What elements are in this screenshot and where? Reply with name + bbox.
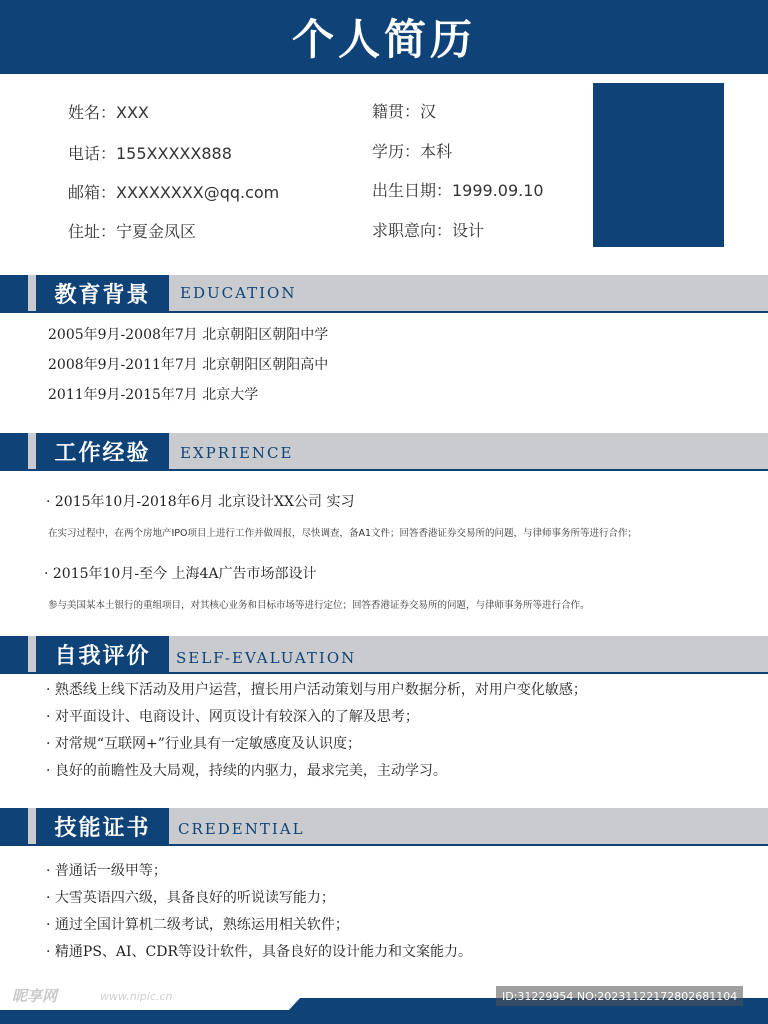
education-item: 2005年9月-2008年7月 北京朝阳区朝阳中学 bbox=[48, 327, 329, 343]
self-eval-item: · 良好的前瞻性及大局观，持续的内驱力，最求完美，主动学习。 bbox=[46, 763, 447, 779]
info-phone: 电话：155XXXXX888 bbox=[68, 144, 232, 163]
header-banner bbox=[0, 0, 768, 74]
education-item: 2008年9月-2011年7月 北京朝阳区朝阳高中 bbox=[48, 357, 329, 373]
experience-head: · 2015年10月-至今 上海4A广告市场部设计 bbox=[44, 566, 317, 582]
info-address: 住址：宁夏金凤区 bbox=[68, 222, 197, 241]
section-self-evaluation bbox=[0, 636, 768, 672]
section-title-en: EDUCATION bbox=[180, 284, 297, 302]
section-divider bbox=[0, 469, 768, 471]
info-email: 邮箱：XXXXXXXX@qq.com bbox=[68, 183, 280, 202]
section-title: 工作经验 bbox=[36, 433, 169, 469]
experience-desc: 参与美国某本土银行的重组项目，对其核心业务和目标市场等进行定位；回答香港证券交易所的问题，与律师事务所等进行合作。 bbox=[48, 600, 590, 611]
section-title-en: SELF-EVALUATION bbox=[176, 649, 357, 667]
credential-item: · 普通话一级甲等； bbox=[46, 863, 167, 879]
section-bar-accent bbox=[0, 275, 28, 311]
experience-head: · 2015年10月-2018年6月 北京设计XX公司 实习 bbox=[46, 494, 355, 510]
info-birth: 出生日期：1999.09.10 bbox=[372, 181, 544, 200]
section-experience bbox=[0, 433, 768, 469]
section-title-en: CREDENTIAL bbox=[178, 820, 305, 838]
section-divider bbox=[0, 672, 768, 674]
self-eval-item: · 熟悉线上线下活动及用户运营，擅长用户活动策划与用户数据分析，对用户变化敏感； bbox=[46, 682, 587, 698]
watermark-id: ID:31229954 NO:20231122172802681104 bbox=[496, 986, 743, 1006]
info-origin: 籍贯：汉 bbox=[372, 102, 437, 121]
info-name: 姓名：XXX bbox=[68, 103, 149, 122]
section-divider bbox=[0, 311, 768, 313]
credential-item: · 精通PS、AI、CDR等设计软件，具备良好的设计能力和文案能力。 bbox=[46, 944, 473, 960]
credential-item: · 大雪英语四六级，具备良好的听说读写能力； bbox=[46, 890, 335, 906]
credential-item: · 通过全国计算机二级考试，熟练运用相关软件； bbox=[46, 917, 349, 933]
self-eval-item: · 对常规“互联网+”行业具有一定敏感度及认识度； bbox=[46, 736, 361, 752]
section-title: 自我评价 bbox=[36, 636, 169, 672]
section-education bbox=[0, 275, 768, 311]
section-bar-accent bbox=[0, 636, 28, 672]
section-title: 教育背景 bbox=[36, 275, 169, 311]
section-bar-accent bbox=[0, 808, 28, 844]
self-eval-item: · 对平面设计、电商设计、网页设计有较深入的了解及思考； bbox=[46, 709, 419, 725]
watermark-logo: 昵享网 bbox=[12, 987, 58, 1005]
watermark-url: www.nipic.cn bbox=[100, 990, 173, 1003]
photo-placeholder bbox=[593, 83, 724, 247]
footer-bar bbox=[0, 1010, 300, 1024]
section-credential bbox=[0, 808, 768, 844]
page-title: 个人简历 bbox=[291, 15, 476, 64]
info-intent: 求职意向：设计 bbox=[372, 221, 485, 240]
section-bar-accent bbox=[0, 433, 28, 469]
education-item: 2011年9月-2015年7月 北京大学 bbox=[48, 387, 259, 403]
experience-desc: 在实习过程中，在两个房地产IPO项目上进行工作并做周报，尽快调查，备A1文件；回答香港证券交易所的问题，与律师事务所等进行合作； bbox=[48, 528, 638, 539]
section-title-en: EXPRIENCE bbox=[180, 444, 294, 462]
info-degree: 学历：本科 bbox=[372, 142, 453, 161]
section-divider bbox=[0, 844, 768, 846]
section-title: 技能证书 bbox=[36, 808, 169, 844]
